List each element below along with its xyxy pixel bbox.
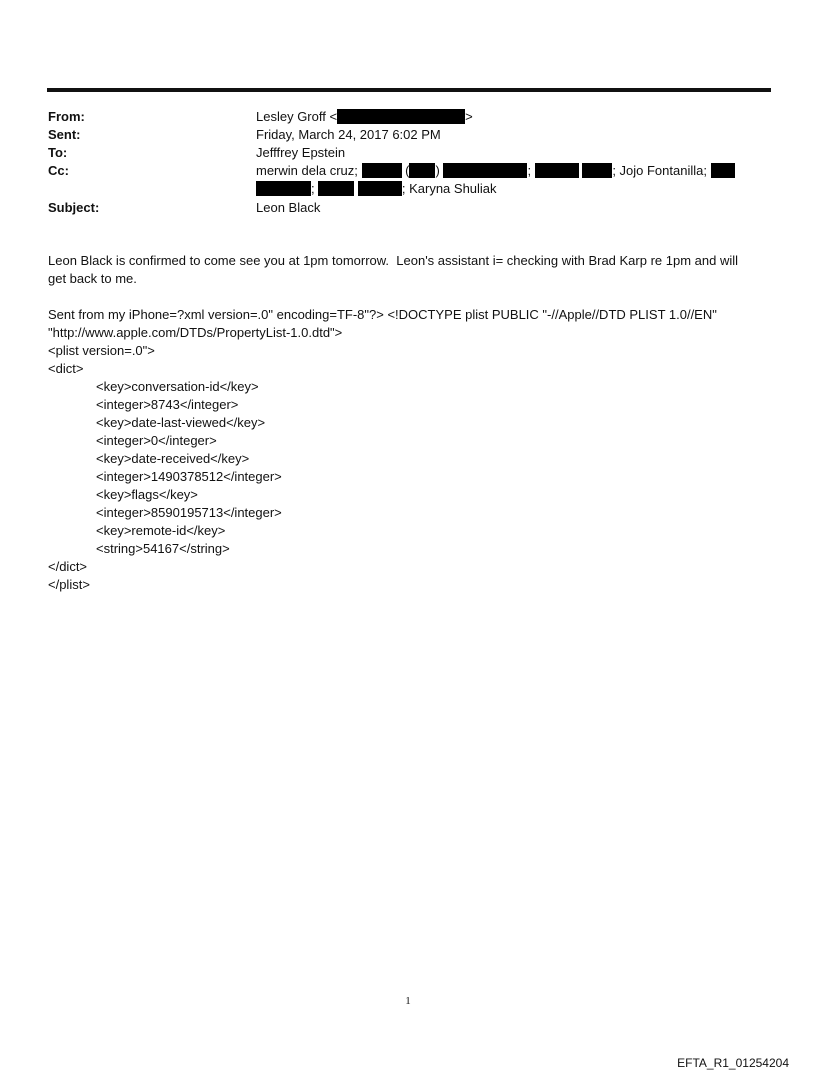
cc-label: Cc: [48, 163, 69, 178]
dict-line: <key>date-received</key> [96, 451, 250, 466]
dict-line: <integer>1490378512</integer> [96, 469, 282, 484]
signature-line: Sent from my iPhone=?xml version=.0" encoding=TF-8"?> <!DOCTYPE plist PUBLIC "-//Apple//DTD PLIST 1.0//EN" [48, 307, 717, 322]
cc-paren-close: ) [435, 163, 440, 178]
signature-line: "http://www.apple.com/DTDs/PropertyList-1.0.dtd"> [48, 325, 343, 340]
to-value: Jefffrey Epstein [256, 145, 346, 160]
from-name: Lesley Groff < [256, 109, 338, 124]
cc-value-line2 [256, 180, 497, 198]
dict-line: <key>date-last-viewed</key> [96, 415, 266, 430]
cc-recipient: ; Karyna Shuliak [401, 181, 497, 196]
cc-recipient: ; Jojo Fontanilla; [612, 163, 707, 178]
body-line: get back to me. [48, 271, 137, 286]
cc-separator: ; [527, 163, 532, 178]
subject-value: Leon Black [256, 200, 321, 215]
dict-line: <string>54167</string> [96, 541, 230, 556]
redaction-box [318, 181, 354, 196]
dict-open: <dict> [48, 361, 84, 376]
redaction-box [711, 163, 735, 178]
cc-value-line1 [256, 162, 735, 180]
redaction-box [443, 163, 527, 178]
redaction-box [535, 163, 579, 178]
redaction-box [582, 163, 612, 178]
redaction-box [362, 163, 402, 178]
redaction-box [256, 181, 311, 196]
bates-stamp: EFTA_R1_01254204 [677, 1056, 789, 1070]
dict-line: <integer>0</integer> [96, 433, 217, 448]
cc-recipient: merwin dela cruz; [256, 163, 358, 178]
dict-close: </dict> [48, 559, 88, 574]
sent-label: Sent: [48, 127, 81, 142]
dict-line: <key>conversation-id</key> [96, 379, 259, 394]
page-number: 1 [405, 995, 411, 1007]
body-line: Leon Black is confirmed to come see you at 1pm tomorrow. Leon's assistant i= checking with Brad Karp re 1pm and will [48, 253, 739, 268]
from-value [256, 108, 473, 126]
dict-line: <integer>8590195713</integer> [96, 505, 282, 520]
sent-value: Friday, March 24, 2017 6:02 PM [256, 127, 441, 142]
redaction-box [409, 163, 435, 178]
cc-paren-open: ( [405, 163, 410, 178]
from-close: > [465, 109, 473, 124]
signature-block [48, 306, 768, 594]
subject-label: Subject: [48, 200, 100, 215]
message-body [48, 252, 768, 288]
cc-separator: ; [311, 181, 315, 196]
redaction-box [358, 181, 402, 196]
to-label: To: [48, 145, 68, 160]
plist-open: <plist version=.0"> [48, 343, 155, 358]
dict-line: <key>remote-id</key> [96, 523, 226, 538]
dict-line: <key>flags</key> [96, 487, 198, 502]
dict-line: <integer>8743</integer> [96, 397, 239, 412]
plist-close: </plist> [48, 577, 90, 592]
from-label: From: [48, 109, 85, 124]
redaction-box [337, 109, 465, 124]
header-rule [47, 88, 771, 92]
